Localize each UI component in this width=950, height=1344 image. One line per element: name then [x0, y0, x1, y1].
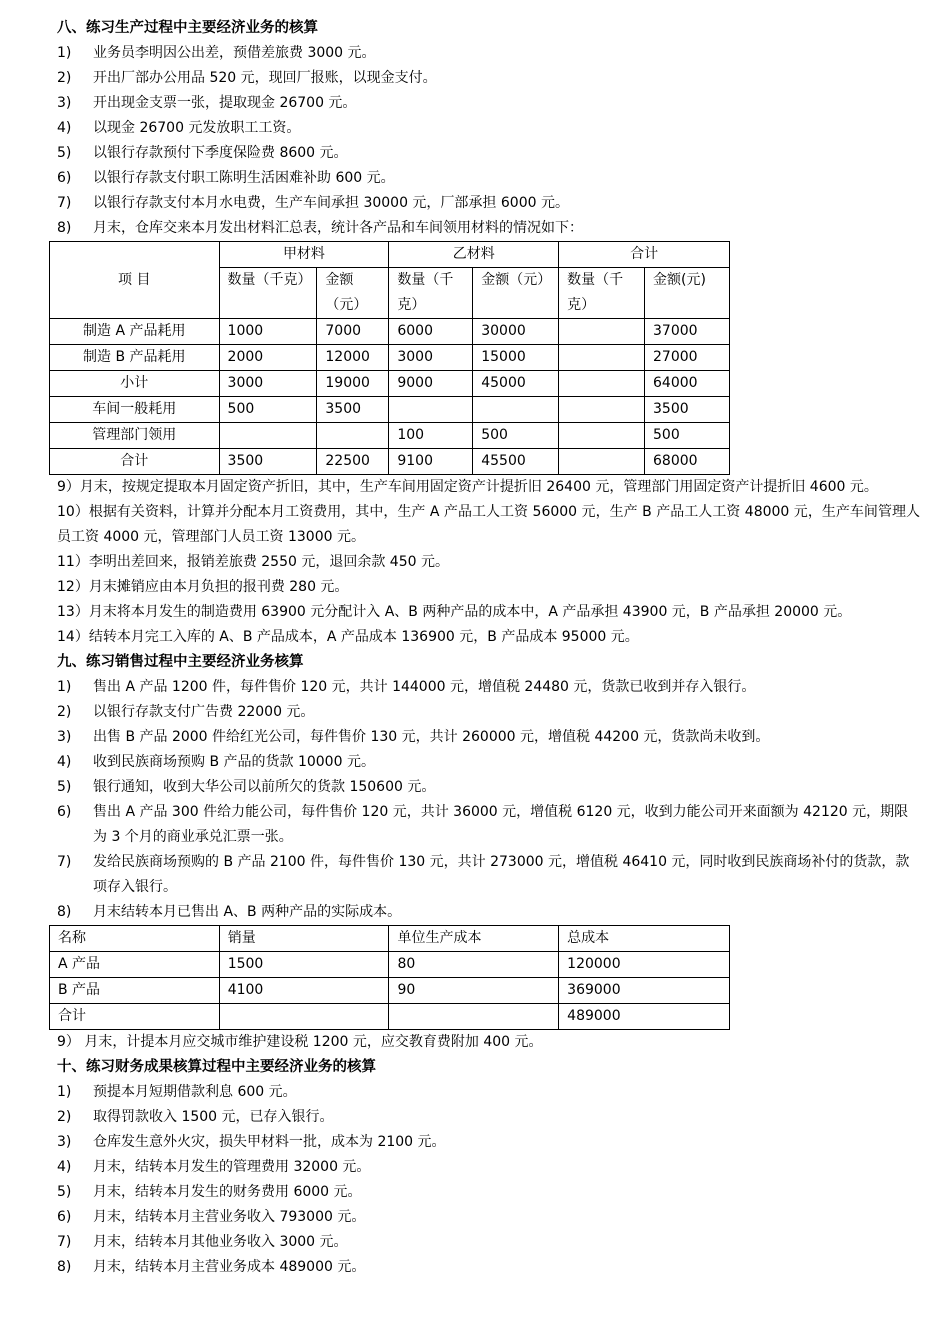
header-qty: 数量（千克）	[219, 268, 317, 319]
table-row: 管理部门领用 100 500 500	[50, 423, 730, 449]
list-item: 5) 银行通知，收到大华公司以前所欠的货款 150600 元。	[57, 779, 436, 795]
table-row: 合计 3500 22500 9100 45500 68000	[50, 449, 730, 475]
list-item: 8) 月末结转本月已售出 A、B 两种产品的实际成本。	[57, 904, 402, 920]
list-item: 5) 月末，结转本月发生的财务费用 6000 元。	[57, 1184, 362, 1200]
list-item: 7) 以银行存款支付本月水电费，生产车间承担 30000 元，厂部承担 6000 元。	[57, 195, 569, 211]
paragraph: 13）月末将本月发生的制造费用 63900 元分配计入 A、B 两种产品的成本中，A 产品承担 43900 元，B 产品承担 20000 元。	[57, 604, 852, 620]
list-item: 6) 以银行存款支付职工陈明生活困难补助 600 元。	[57, 170, 395, 186]
list-item: 1) 售出 A 产品 1200 件，每件售价 120 元，共计 144000 元，增值税 24480 元，货款已收到并存入银行。	[57, 679, 756, 695]
list-item: 7) 发给民族商场预购的 B 产品 2100 件，每件售价 130 元，共计 273000 元，增值税 46410 元，同时收到民族商场补付的货款，款项存入银行。	[57, 854, 910, 895]
list-item: 8) 月末，结转本月主营业务成本 489000 元。	[57, 1259, 366, 1275]
paragraph: 14）结转本月完工入库的 A、B 产品成本，A 产品成本 136900 元，B 产品成本 95000 元。	[57, 629, 639, 645]
paragraph: 12）月末摊销应由本月负担的报刊费 280 元。	[57, 579, 349, 595]
header-amount: 金额（元）	[317, 268, 389, 319]
section-9-title: 九、练习销售过程中主要经济业务核算	[57, 654, 304, 670]
section-8-title: 八、练习生产过程中主要经济业务的核算	[57, 20, 318, 36]
list-item: 3) 开出现金支票一张，提取现金 26700 元。	[57, 95, 357, 111]
table-row: 制造 B 产品耗用 2000 12000 3000 15000 27000	[50, 345, 730, 371]
paragraph: 10）根据有关资料，计算并分配本月工资费用，其中，生产 A 产品工人工资 56000 元，生产 B 产品工人工资 48000 元，生产车间管理人员工资 4000 元，管理部门人员工资 13000 元。	[57, 504, 920, 545]
table-row: 小计 3000 19000 9000 45000 64000	[50, 371, 730, 397]
table-header-row: 名称 销量 单位生产成本 总成本	[50, 926, 730, 952]
header-item: 项 目	[50, 242, 220, 319]
section-10-title: 十、练习财务成果核算过程中主要经济业务的核算	[57, 1059, 376, 1075]
list-item: 1) 业务员李明因公出差，预借差旅费 3000 元。	[57, 45, 376, 61]
paragraph: 9） 月末，计提本月应交城市维护建设税 1200 元，应交教育费附加 400 元。	[57, 1034, 543, 1050]
material-summary-table	[49, 241, 730, 475]
header-material-b: 乙材料	[389, 242, 559, 268]
header-total: 合计	[559, 242, 730, 268]
header-qty: 数量（千克）	[559, 268, 645, 319]
list-item: 6) 售出 A 产品 300 件给力能公司，每件售价 120 元，共计 36000 元，增值税 6120 元，收到力能公司开来面额为 42120 元，期限为 3 个月的商业承兑汇票一张。	[57, 804, 909, 845]
table-row: 制造 A 产品耗用 1000 7000 6000 30000 37000	[50, 319, 730, 345]
list-item: 1) 预提本月短期借款利息 600 元。	[57, 1084, 297, 1100]
sales-cost-table	[49, 925, 730, 1030]
list-item: 4) 月末，结转本月发生的管理费用 32000 元。	[57, 1159, 371, 1175]
table-row: 合计 489000	[50, 1004, 730, 1030]
table-row: 车间一般耗用 500 3500 3500	[50, 397, 730, 423]
header-material-a: 甲材料	[219, 242, 389, 268]
table-row: A 产品 1500 80 120000	[50, 952, 730, 978]
list-item: 4) 收到民族商场预购 B 产品的货款 10000 元。	[57, 754, 375, 770]
header-amount: 金额(元)	[645, 268, 730, 319]
list-item: 8) 月末，仓库交来本月发出材料汇总表，统计各产品和车间领用材料的情况如下：	[57, 220, 583, 236]
list-item: 2) 开出厂部办公用品 520 元，现回厂报账，以现金支付。	[57, 70, 437, 86]
paragraph: 9）月末，按规定提取本月固定资产折旧，其中，生产车间用固定资产计提折旧 26400 元，管理部门用固定资产计提折旧 4600 元。	[57, 479, 878, 495]
list-item: 7) 月末，结转本月其他业务收入 3000 元。	[57, 1234, 348, 1250]
section-10-list	[57, 1080, 920, 1280]
list-item: 2) 以银行存款支付广告费 22000 元。	[57, 704, 315, 720]
list-item: 6) 月末，结转本月主营业务收入 793000 元。	[57, 1209, 366, 1225]
list-item: 2) 取得罚款收入 1500 元，已存入银行。	[57, 1109, 334, 1125]
section-9-list	[57, 675, 920, 925]
list-item: 3) 仓库发生意外火灾，损失甲材料一批，成本为 2100 元。	[57, 1134, 446, 1150]
table-row: B 产品 4100 90 369000	[50, 978, 730, 1004]
section-8-list	[57, 41, 920, 241]
list-item: 4) 以现金 26700 元发放职工工资。	[57, 120, 301, 136]
list-item: 3) 出售 B 产品 2000 件给红光公司，每件售价 130 元，共计 260000 元，增值税 44200 元，货款尚未收到。	[57, 729, 770, 745]
list-item: 5) 以银行存款预付下季度保险费 8600 元。	[57, 145, 348, 161]
header-amount: 金额（元）	[473, 268, 559, 319]
paragraph: 11）李明出差回来，报销差旅费 2550 元，退回余款 450 元。	[57, 554, 449, 570]
header-qty: 数量（千克）	[389, 268, 473, 319]
